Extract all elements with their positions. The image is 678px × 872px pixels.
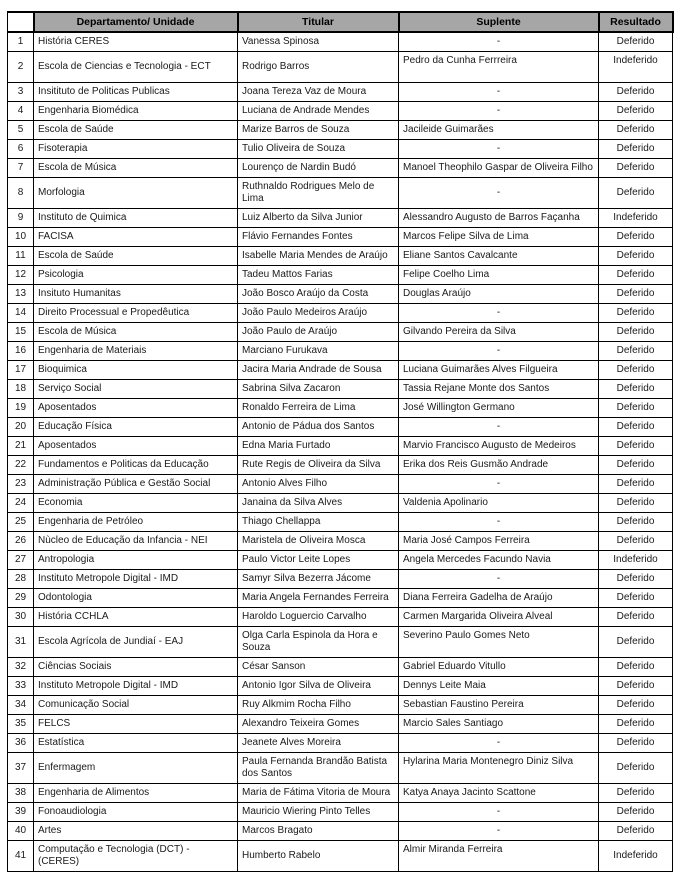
cell-resultado: Deferido — [599, 696, 673, 715]
cell-resultado: Deferido — [599, 159, 673, 178]
table-row — [8, 418, 673, 437]
cell-departamento: Fisoterapia — [34, 140, 238, 159]
cell-departamento: Engenharia Biomédica — [34, 102, 238, 121]
cell-suplente: Jacileide Guimarães — [399, 121, 599, 140]
cell-titular: Humberto Rabelo — [238, 841, 399, 872]
cell-resultado: Indeferido — [599, 209, 673, 228]
cell-titular: Marciano Furukava — [238, 342, 399, 361]
row-number: 38 — [8, 784, 34, 803]
cell-departamento: Nùcleo de Educação da Infancia - NEI — [34, 532, 238, 551]
row-number: 14 — [8, 304, 34, 323]
cell-departamento: Insituto Humanitas — [34, 285, 238, 304]
cell-titular: Maristela de Oliveira Mosca — [238, 532, 399, 551]
cell-departamento: Aposentados — [34, 437, 238, 456]
cell-suplente: Sebastian Faustino Pereira — [399, 696, 599, 715]
cell-resultado: Deferido — [599, 83, 673, 102]
cell-resultado: Deferido — [599, 418, 673, 437]
table-row — [8, 803, 673, 822]
cell-departamento: Psicologia — [34, 266, 238, 285]
cell-suplente: Felipe Coelho Lima — [399, 266, 599, 285]
cell-departamento: Engenharia de Materiais — [34, 342, 238, 361]
row-number: 31 — [8, 627, 34, 658]
row-number: 7 — [8, 159, 34, 178]
table-row — [8, 627, 673, 658]
cell-suplente: Maria José Campos Ferreira — [399, 532, 599, 551]
cell-titular: Ruthnaldo Rodrigues Melo de Lima — [238, 178, 399, 209]
cell-resultado: Deferido — [599, 304, 673, 323]
row-number: 13 — [8, 285, 34, 304]
cell-suplente: Hylarina Maria Montenegro Diniz Silva — [399, 753, 599, 784]
row-number: 41 — [8, 841, 34, 872]
row-number: 35 — [8, 715, 34, 734]
cell-departamento: Escola de Saúde — [34, 247, 238, 266]
cell-titular: Antonio de Pádua dos Santos — [238, 418, 399, 437]
cell-departamento: Instituto Metropole Digital - IMD — [34, 570, 238, 589]
cell-suplente: - — [399, 304, 599, 323]
cell-titular: Luciana de Andrade Mendes — [238, 102, 399, 121]
table-row — [8, 228, 673, 247]
cell-suplente: Douglas Araújo — [399, 285, 599, 304]
table-row — [8, 589, 673, 608]
cell-resultado: Indeferido — [599, 52, 673, 83]
row-number: 29 — [8, 589, 34, 608]
cell-departamento: Educação Física — [34, 418, 238, 437]
row-number: 30 — [8, 608, 34, 627]
cell-titular: Marcos Bragato — [238, 822, 399, 841]
row-number: 8 — [8, 178, 34, 209]
cell-titular: César Sanson — [238, 658, 399, 677]
row-number: 12 — [8, 266, 34, 285]
cell-suplente: - — [399, 102, 599, 121]
cell-titular: Edna Maria Furtado — [238, 437, 399, 456]
table-row — [8, 52, 673, 83]
header-titular: Titular — [238, 12, 399, 32]
cell-titular: Olga Carla Espinola da Hora e Souza — [238, 627, 399, 658]
row-number: 25 — [8, 513, 34, 532]
cell-suplente: - — [399, 570, 599, 589]
cell-departamento: Ciências Sociais — [34, 658, 238, 677]
cell-suplente: Diana Ferreira Gadelha de Araújo — [399, 589, 599, 608]
cell-departamento: Enfermagem — [34, 753, 238, 784]
cell-suplente: - — [399, 342, 599, 361]
row-number: 4 — [8, 102, 34, 121]
cell-titular: Paula Fernanda Brandão Batista dos Santos — [238, 753, 399, 784]
cell-resultado: Deferido — [599, 102, 673, 121]
cell-resultado: Deferido — [599, 658, 673, 677]
row-number: 32 — [8, 658, 34, 677]
cell-titular: Joana Tereza Vaz de Moura — [238, 83, 399, 102]
table-row — [8, 494, 673, 513]
cell-departamento: Instituto Metropole Digital - IMD — [34, 677, 238, 696]
table-row — [8, 822, 673, 841]
table-row — [8, 437, 673, 456]
cell-departamento: Escola de Ciencias e Tecnologia - ECT — [34, 52, 238, 83]
cell-titular: João Bosco Araújo da Costa — [238, 285, 399, 304]
cell-titular: Maria de Fátima Vitoria de Moura — [238, 784, 399, 803]
cell-resultado: Deferido — [599, 734, 673, 753]
cell-suplente: Tassia Rejane Monte dos Santos — [399, 380, 599, 399]
cell-departamento: Odontologia — [34, 589, 238, 608]
cell-titular: Maria Angela Fernandes Ferreira — [238, 589, 399, 608]
cell-titular: Rodrigo Barros — [238, 52, 399, 83]
cell-resultado: Deferido — [599, 399, 673, 418]
cell-titular: Mauricio Wiering Pinto Telles — [238, 803, 399, 822]
cell-suplente: - — [399, 513, 599, 532]
cell-titular: Vanessa Spinosa — [238, 32, 399, 52]
cell-suplente: Manoel Theophilo Gaspar de Oliveira Filho — [399, 159, 599, 178]
cell-resultado: Deferido — [599, 589, 673, 608]
cell-suplente: Almir Miranda Ferreira — [399, 841, 599, 872]
table-row — [8, 121, 673, 140]
cell-titular: Ruy Alkmim Rocha Filho — [238, 696, 399, 715]
row-number: 1 — [8, 32, 34, 52]
cell-resultado: Deferido — [599, 361, 673, 380]
table-row — [8, 677, 673, 696]
cell-titular: Sabrina Silva Zacaron — [238, 380, 399, 399]
row-number: 17 — [8, 361, 34, 380]
cell-titular: Samyr Silva Bezerra Jácome — [238, 570, 399, 589]
cell-departamento: Engenharia de Petróleo — [34, 513, 238, 532]
table-row — [8, 734, 673, 753]
cell-titular: Janaina da Silva Alves — [238, 494, 399, 513]
row-number: 6 — [8, 140, 34, 159]
cell-departamento: Computação e Tecnologia (DCT) - (CERES) — [34, 841, 238, 872]
cell-titular: Luiz Alberto da Silva Junior — [238, 209, 399, 228]
cell-suplente: Erika dos Reis Gusmão Andrade — [399, 456, 599, 475]
cell-departamento: Insitituto de Politicas Publicas — [34, 83, 238, 102]
cell-suplente: - — [399, 32, 599, 52]
table-row — [8, 456, 673, 475]
cell-resultado: Deferido — [599, 247, 673, 266]
cell-resultado: Deferido — [599, 437, 673, 456]
cell-departamento: FACISA — [34, 228, 238, 247]
table-row — [8, 342, 673, 361]
cell-titular: Ronaldo Ferreira de Lima — [238, 399, 399, 418]
row-number: 5 — [8, 121, 34, 140]
cell-titular: Antonio Alves Filho — [238, 475, 399, 494]
table-row — [8, 532, 673, 551]
table-row — [8, 658, 673, 677]
row-number: 23 — [8, 475, 34, 494]
cell-resultado: Deferido — [599, 570, 673, 589]
table-row — [8, 32, 673, 52]
cell-suplente: Luciana Guimarães Alves Filgueira — [399, 361, 599, 380]
cell-titular: Haroldo Loguercio Carvalho — [238, 608, 399, 627]
table-row — [8, 323, 673, 342]
cell-titular: Tadeu Mattos Farias — [238, 266, 399, 285]
cell-departamento: Fundamentos e Politicas da Educação — [34, 456, 238, 475]
row-number: 11 — [8, 247, 34, 266]
row-number: 36 — [8, 734, 34, 753]
row-number: 37 — [8, 753, 34, 784]
table-row — [8, 361, 673, 380]
table-row — [8, 570, 673, 589]
table-row — [8, 696, 673, 715]
row-number: 15 — [8, 323, 34, 342]
row-number: 28 — [8, 570, 34, 589]
row-number: 20 — [8, 418, 34, 437]
cell-titular: Tulio Oliveira de Souza — [238, 140, 399, 159]
table-row — [8, 475, 673, 494]
cell-titular: Isabelle Maria Mendes de Araújo — [238, 247, 399, 266]
header-suplente: Suplente — [399, 12, 599, 32]
cell-resultado: Deferido — [599, 266, 673, 285]
header-row-number — [8, 12, 34, 32]
table-row — [8, 140, 673, 159]
cell-resultado: Deferido — [599, 456, 673, 475]
cell-suplente: Carmen Margarida Oliveira Alveal — [399, 608, 599, 627]
cell-resultado: Deferido — [599, 753, 673, 784]
cell-suplente: Gilvando Pereira da Silva — [399, 323, 599, 342]
cell-resultado: Deferido — [599, 532, 673, 551]
table-row — [8, 285, 673, 304]
cell-titular: Lourenço de Nardin Budó — [238, 159, 399, 178]
row-number: 39 — [8, 803, 34, 822]
table-row — [8, 715, 673, 734]
cell-resultado: Deferido — [599, 822, 673, 841]
cell-titular: Paulo Victor Leite Lopes — [238, 551, 399, 570]
cell-resultado: Deferido — [599, 323, 673, 342]
row-number: 22 — [8, 456, 34, 475]
cell-resultado: Deferido — [599, 803, 673, 822]
cell-suplente: Marcio Sales Santiago — [399, 715, 599, 734]
cell-titular: João Paulo Medeiros Araújo — [238, 304, 399, 323]
cell-resultado: Deferido — [599, 178, 673, 209]
cell-departamento: Economia — [34, 494, 238, 513]
row-number: 3 — [8, 83, 34, 102]
cell-suplente: Alessandro Augusto de Barros Façanha — [399, 209, 599, 228]
row-number: 18 — [8, 380, 34, 399]
cell-departamento: Escola de Música — [34, 323, 238, 342]
cell-titular: Alexandro Teixeira Gomes — [238, 715, 399, 734]
table-row — [8, 102, 673, 121]
table-row — [8, 380, 673, 399]
cell-suplente: - — [399, 734, 599, 753]
cell-departamento: Escola Agrícola de Jundiaí - EAJ — [34, 627, 238, 658]
cell-departamento: Artes — [34, 822, 238, 841]
header-departamento: Departamento/ Unidade — [34, 12, 238, 32]
row-number: 26 — [8, 532, 34, 551]
cell-departamento: Instituto de Quimica — [34, 209, 238, 228]
cell-suplente: - — [399, 803, 599, 822]
cell-suplente: Marcos Felipe Silva de Lima — [399, 228, 599, 247]
cell-titular: Rute Regis de Oliveira da Silva — [238, 456, 399, 475]
table-row — [8, 209, 673, 228]
cell-resultado: Deferido — [599, 627, 673, 658]
cell-resultado: Deferido — [599, 285, 673, 304]
cell-resultado: Deferido — [599, 715, 673, 734]
cell-departamento: História CCHLA — [34, 608, 238, 627]
cell-suplente: - — [399, 418, 599, 437]
row-number: 24 — [8, 494, 34, 513]
table-row — [8, 247, 673, 266]
cell-resultado: Deferido — [599, 677, 673, 696]
cell-suplente: - — [399, 140, 599, 159]
cell-suplente: José Willington Germano — [399, 399, 599, 418]
table-row — [8, 304, 673, 323]
cell-departamento: Morfologia — [34, 178, 238, 209]
cell-suplente: Severino Paulo Gomes Neto — [399, 627, 599, 658]
cell-departamento: Serviço Social — [34, 380, 238, 399]
cell-resultado: Deferido — [599, 121, 673, 140]
row-number: 9 — [8, 209, 34, 228]
table-row — [8, 399, 673, 418]
cell-departamento: Aposentados — [34, 399, 238, 418]
results-table-body — [8, 32, 673, 872]
cell-titular: Jeanete Alves Moreira — [238, 734, 399, 753]
cell-titular: João Paulo de Araújo — [238, 323, 399, 342]
table-row — [8, 551, 673, 570]
header-resultado: Resultado — [599, 12, 673, 32]
table-row — [8, 841, 673, 872]
cell-suplente: Gabriel Eduardo Vitullo — [399, 658, 599, 677]
cell-resultado: Deferido — [599, 228, 673, 247]
results-table-header — [8, 12, 673, 32]
cell-suplente: - — [399, 475, 599, 494]
row-number: 27 — [8, 551, 34, 570]
cell-suplente: Marvio Francisco Augusto de Medeiros — [399, 437, 599, 456]
row-number: 21 — [8, 437, 34, 456]
cell-departamento: FELCS — [34, 715, 238, 734]
header-row — [8, 12, 673, 32]
cell-departamento: Antropologia — [34, 551, 238, 570]
row-number: 34 — [8, 696, 34, 715]
row-number: 33 — [8, 677, 34, 696]
row-number: 10 — [8, 228, 34, 247]
row-number: 19 — [8, 399, 34, 418]
cell-resultado: Deferido — [599, 342, 673, 361]
cell-departamento: Estatística — [34, 734, 238, 753]
table-row — [8, 83, 673, 102]
cell-suplente: - — [399, 822, 599, 841]
cell-suplente: - — [399, 178, 599, 209]
cell-suplente: Valdenia Apolinario — [399, 494, 599, 513]
cell-departamento: Engenharia de Alimentos — [34, 784, 238, 803]
table-row — [8, 753, 673, 784]
cell-resultado: Indeferido — [599, 841, 673, 872]
table-row — [8, 784, 673, 803]
cell-departamento: Escola de Saúde — [34, 121, 238, 140]
cell-resultado: Deferido — [599, 513, 673, 532]
cell-departamento: Direito Processual e Propedêutica — [34, 304, 238, 323]
cell-departamento: Fonoaudiologia — [34, 803, 238, 822]
table-row — [8, 266, 673, 285]
cell-resultado: Deferido — [599, 140, 673, 159]
cell-resultado: Deferido — [599, 494, 673, 513]
cell-departamento: Escola de Música — [34, 159, 238, 178]
cell-titular: Thiago Chellappa — [238, 513, 399, 532]
cell-titular: Flávio Fernandes Fontes — [238, 228, 399, 247]
cell-suplente: - — [399, 83, 599, 102]
row-number: 40 — [8, 822, 34, 841]
table-row — [8, 159, 673, 178]
cell-departamento: História CERES — [34, 32, 238, 52]
cell-departamento: Administração Pública e Gestão Social — [34, 475, 238, 494]
table-row — [8, 513, 673, 532]
row-number: 2 — [8, 52, 34, 83]
cell-resultado: Indeferido — [599, 551, 673, 570]
cell-resultado: Deferido — [599, 475, 673, 494]
cell-departamento: Bioquimica — [34, 361, 238, 380]
cell-resultado: Deferido — [599, 784, 673, 803]
cell-suplente: Pedro da Cunha Ferrreira — [399, 52, 599, 83]
cell-departamento: Comunicação Social — [34, 696, 238, 715]
cell-suplente: Dennys Leite Maia — [399, 677, 599, 696]
cell-suplente: Eliane Santos Cavalcante — [399, 247, 599, 266]
cell-titular: Jacira Maria Andrade de Sousa — [238, 361, 399, 380]
row-number: 16 — [8, 342, 34, 361]
cell-resultado: Deferido — [599, 380, 673, 399]
cell-suplente: Katya Anaya Jacinto Scattone — [399, 784, 599, 803]
cell-titular: Marize Barros de Souza — [238, 121, 399, 140]
results-table — [7, 11, 674, 872]
cell-suplente: Angela Mercedes Facundo Navia — [399, 551, 599, 570]
table-row — [8, 608, 673, 627]
cell-resultado: Deferido — [599, 32, 673, 52]
cell-resultado: Deferido — [599, 608, 673, 627]
cell-titular: Antonio Igor Silva de Oliveira — [238, 677, 399, 696]
table-row — [8, 178, 673, 209]
